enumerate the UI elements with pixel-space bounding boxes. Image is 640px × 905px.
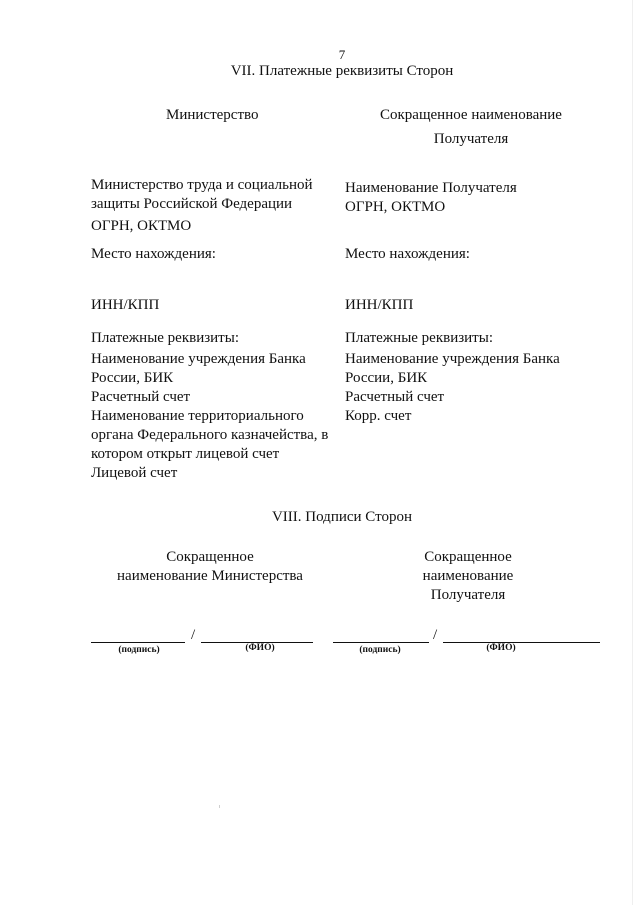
right-header-line-2: Получателя [433,131,509,147]
sign-right-header-line: Получателя [430,587,506,603]
right-org-line-1: Наименование Получателя [345,180,517,196]
right-org-block [345,179,517,217]
right-fio-caption: (ФИО) [486,643,516,653]
left-location-label: Место нахождения: [91,246,216,262]
right-payment-line: Корр. счет [345,408,412,424]
left-payment-line: России, БИК [91,370,174,386]
right-org-line-2: ОГРН, ОКТМО [345,199,446,215]
right-signature-line[interactable] [333,642,429,643]
left-org-line-1: Министерство труда и социальной [91,177,313,193]
sign-right-header [380,548,556,605]
right-payment-block [345,329,560,426]
right-payment-line: России, БИК [345,370,428,386]
left-slash: / [191,627,196,643]
sign-left-header [85,548,335,586]
left-payment-line: Расчетный счет [91,389,191,405]
left-inn-kpp: ИНН/КПП [91,297,160,313]
right-payment-line: Наименование учреждения Банка [345,351,560,367]
right-payment-line: Расчетный счет [345,389,445,405]
right-inn-kpp: ИНН/КПП [345,297,414,313]
left-fio-caption: (ФИО) [245,643,275,653]
left-org-line-3: ОГРН, ОКТМО [91,218,192,234]
right-payment-line: Платежные реквизиты: [345,330,493,346]
section-7-title: VII. Платежные реквизиты Сторон [230,63,454,79]
sign-right-header-line: Сокращенное [424,549,512,565]
left-payment-line: Наименование территориального [91,408,304,424]
right-slash: / [433,627,438,643]
section-8-title: VIII. Подписи Сторон [271,509,413,525]
left-payment-line: Наименование учреждения Банка [91,351,306,367]
sign-left-header-line: Сокращенное [166,549,254,565]
scan-edge [632,0,633,905]
right-signature-caption: (подпись) [359,645,401,655]
left-payment-line: Лицевой счет [91,465,178,481]
right-header-line-1: Сокращенное наименование [380,107,562,123]
sign-right-header-line: наименование [422,568,514,584]
left-payment-line: Платежные реквизиты: [91,330,239,346]
left-payment-line: органа Федерального казначейства, в [91,427,329,443]
right-column-header [370,106,572,149]
left-signature-line[interactable] [91,642,185,643]
left-org-line-2: защиты Российской Федерации [91,196,293,212]
sign-left-header-line: наименование Министерства [117,568,303,584]
page-number: 7 [338,47,346,62]
left-payment-block [91,329,328,483]
right-location-label: Место нахождения: [345,246,470,262]
left-payment-line: котором открыт лицевой счет [91,446,280,462]
left-column-header: Министерство [166,107,259,123]
left-signature-caption: (подпись) [118,645,160,655]
left-org-block [91,176,313,236]
scan-speck [219,805,220,808]
